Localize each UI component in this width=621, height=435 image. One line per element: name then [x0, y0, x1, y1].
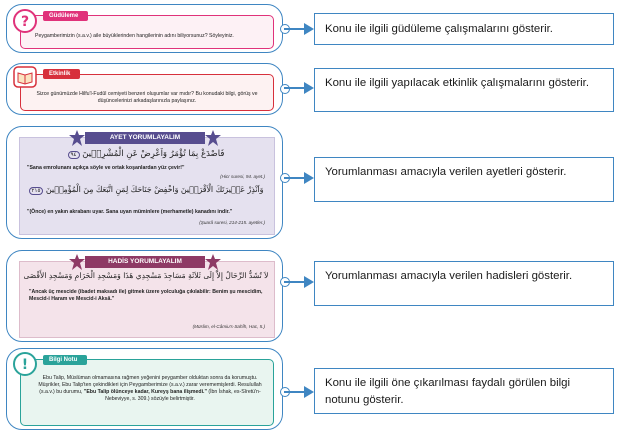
verse-reference-2: (Şuarâ suresi, 214-215. ayetler.): [199, 220, 265, 225]
verse-arabic-2: [23, 185, 269, 195]
hadith-header: HADİS YORUMLAYALIM: [85, 256, 205, 268]
verse-arabic-1: [27, 149, 265, 159]
info-quote: "Ebu Talip ölünceye kadar, Kureyş bana ilişmedi.": [83, 389, 207, 395]
activity-text: Sizce günümüzde Hilfu'l-Fudûl cemiyeti benzeri oluşumlar var mıdır? Bu konudaki bilgi, görüş ve düşüncelerinizi arkadaşlarınızla paylaşınız.: [36, 91, 258, 104]
verse-meaning-1: "Sana emrolunanı açıkça söyle ve ortak koşanlardan yüz çevir!": [27, 165, 185, 171]
info-text-a: Ebu Talip, Müslüman olmamasına rağmen yeğenini peygamber olduktan sonra da korumuştu. Müşrikler, Ebu Talip'ten çekindikleri için Peygamberimize (s.a.v.) zarar verememişlerdi. Resulullah (s.a.v.) bu durumu,: [38, 375, 262, 395]
svg-text:?: ?: [20, 14, 30, 30]
arrow-icon: [284, 21, 314, 37]
activity-tag: Etkinlik: [43, 69, 80, 79]
arrow-icon: [284, 384, 314, 400]
verse-end-number-1: ٩٤: [70, 152, 77, 158]
verse-end-mark-1: [68, 151, 80, 159]
motivation-panel: [6, 4, 283, 53]
arrow-icon: [284, 80, 314, 96]
motivation-text: Peygamberimizin (s.a.v.) aile büyüklerinden hangilerinin adını biliyorsunuz? Söyleyiniz.: [35, 33, 234, 39]
hadith-reference: (Müslim, el-Câmiu's-Sahîh, Hac, 5.): [192, 324, 265, 329]
info-text-c: (İbn İshak, es-Sîretü'n-Nebeviyye, s. 309.) sözüyle belirtmiştir.: [105, 389, 261, 402]
verse-arabic-text-2: وَاَنْذِرْ عَش۪يرَتَكَ الْاَقْرَب۪ينَ وَاخْفِضْ جَنَاحَكَ لِمَنِ اتَّبَعَكَ مِنَ الْمُؤْمِن۪ينَ: [45, 185, 264, 194]
motivation-tag: Güdüleme: [43, 11, 88, 21]
verse-end-number-2: ٢١٥: [31, 188, 41, 194]
callout-activity: Konu ile ilgili yapılacak etkinlik çalışmalarını gösterir.: [314, 68, 614, 112]
verse-header: AYET YORUMLAYALIM: [85, 132, 205, 144]
book-icon: [13, 66, 37, 88]
exclamation-icon: [12, 351, 38, 377]
star-ornament-icon: [69, 130, 85, 146]
callout-info: Konu ile ilgili öne çıkarılması faydalı görülen bilgi notunu gösterir.: [314, 368, 614, 414]
callout-verse: Yorumlanması amacıyla verilen ayetleri gösterir.: [314, 157, 614, 202]
activity-panel: [6, 63, 283, 115]
info-panel: [6, 348, 283, 430]
hadith-meaning: "Ancak üç mescide (ibadet maksadı ile) gitmek üzere yolculuğa çıkılabilir: Benim şu mescidim, Mescid-i Haram ve Mescid-i Aksâ.": [29, 289, 263, 302]
info-tag: Bilgi Notu: [43, 355, 87, 365]
svg-text:!: !: [21, 357, 29, 373]
hadith-arabic: لاَ تُشَدُّ الرِّحَالُ إِلاَّ إِلَى ثَلاَثَةِ مَسَاجِدَ مَسْجِدِي هَذَا وَمَسْجِدِ الْحَرَامِ وَمَسْجِدِ الأَقْصَى: [23, 271, 269, 280]
question-icon: [12, 8, 38, 34]
verse-reference-1: (Hicr suresi, 94. ayet.): [220, 174, 265, 179]
star-ornament-icon: [69, 254, 85, 270]
star-ornament-icon: [205, 130, 221, 146]
verse-end-mark-2: [29, 187, 44, 195]
info-text: [33, 375, 267, 403]
arrow-icon: [284, 170, 314, 186]
verse-meaning-2: "(Önce) en yakın akrabanı uyar. Sana uyan müminlere (merhametle) kanadını indir.": [27, 209, 233, 215]
callout-motivation: Konu ile ilgili güdüleme çalışmalarını gösterir.: [314, 13, 614, 45]
hadith-panel: [6, 250, 283, 342]
callout-hadith: Yorumlanması amacıyla verilen hadisleri gösterir.: [314, 261, 614, 306]
arrow-icon: [284, 274, 314, 290]
verse-panel: [6, 126, 283, 239]
verse-arabic-text-1: فَاصْدَعْ بِمَا تُؤْمَرُ وَاَعْرِضْ عَنِ الْمُشْرِك۪ينَ: [82, 149, 225, 159]
star-ornament-icon: [205, 254, 221, 270]
